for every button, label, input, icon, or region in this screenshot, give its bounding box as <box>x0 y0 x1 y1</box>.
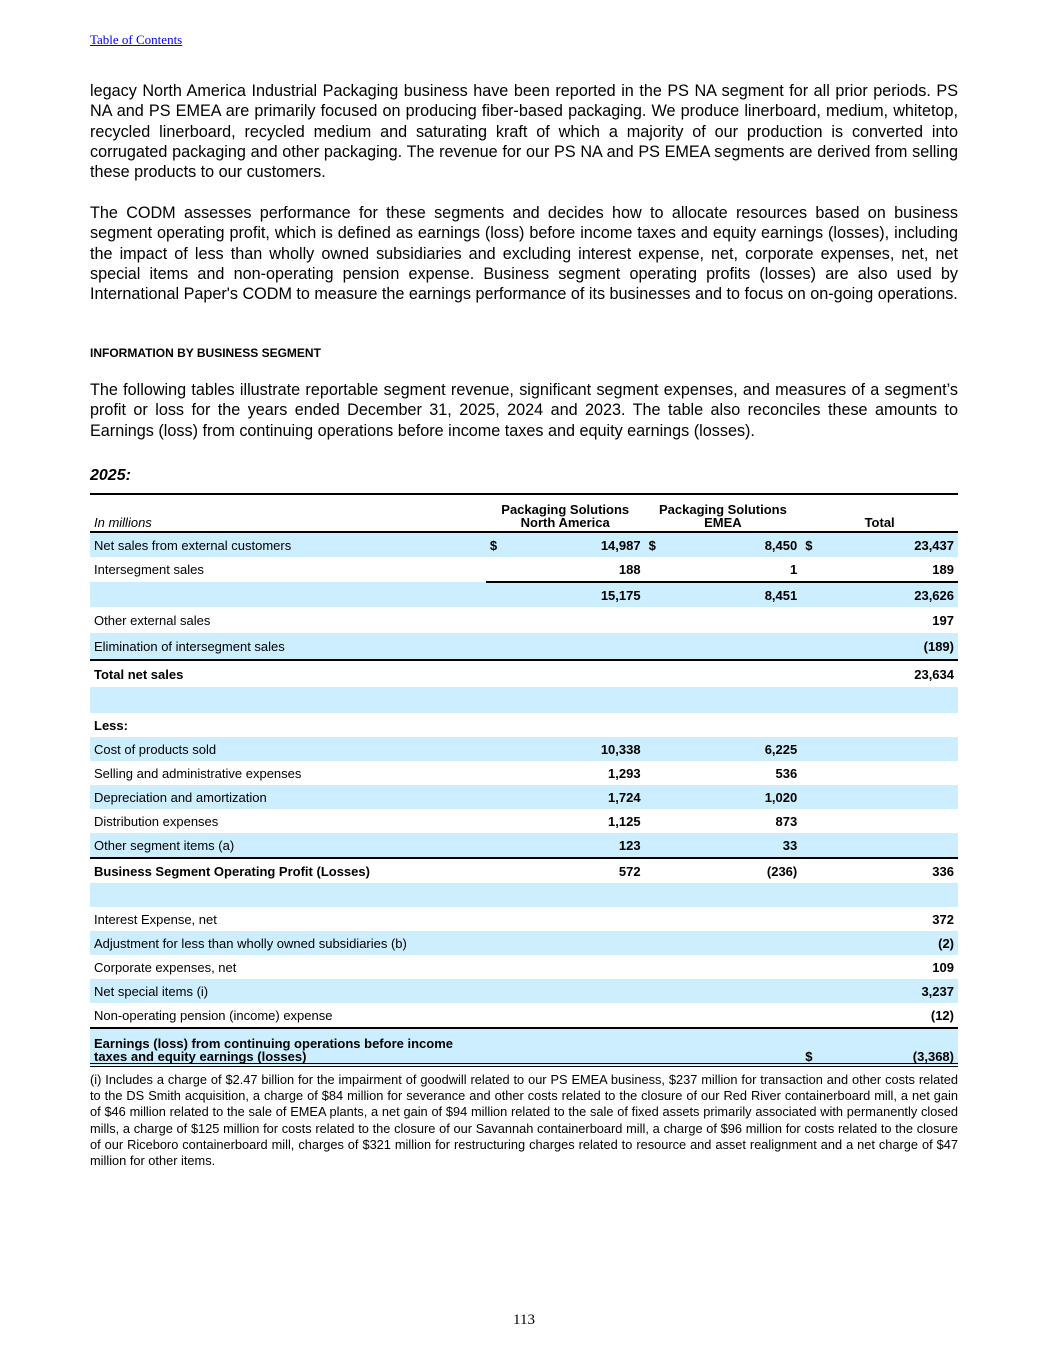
value-total: 197 <box>932 612 954 628</box>
row-label: Other external sales <box>94 612 211 628</box>
row-label <box>90 582 486 607</box>
value-total: (12) <box>930 1007 954 1023</box>
row-label: Net sales from external customers <box>90 532 486 557</box>
table-row-earnings <box>90 1028 958 1065</box>
table-row <box>90 607 958 633</box>
value-emea: 8,451 <box>667 582 801 607</box>
row-label: Elimination of intersegment sales <box>90 633 486 660</box>
row-label: Total net sales <box>90 660 486 687</box>
section-heading: INFORMATION BY BUSINESS SEGMENT <box>90 346 321 360</box>
table-row <box>90 955 958 979</box>
col-header-total: Total <box>864 515 895 530</box>
table-row <box>90 761 958 785</box>
value-total: 336 <box>824 858 958 883</box>
value-total: (3,368) <box>824 1028 958 1065</box>
value-total: 23,437 <box>824 532 958 557</box>
value-na: 10,338 <box>509 737 645 761</box>
intro-paragraph: legacy North America Industrial Packaging business have been reported in the PS NA segment for all prior periods. PS NA and PS EMEA are primarily focused on producing fiber-based packaging. We produce linerboard, medium, whitetop, recycled linerboard, recycled medium and saturating kraft of which a majority of our production is converted into corrugated packaging and other packaging. The revenue for our PS NA and PS EMEA segments are derived from selling these products to our customers. <box>90 82 958 182</box>
tables-intro-paragraph: The following tables illustrate reportable segment revenue, significant segment expenses, and measures of a segment’s profit or loss for the years ended December 31, 2025, 2024 and 2023. The table also reconciles these amounts to Earnings (loss) from continuing operations before income taxes and equity earnings (losses). <box>90 381 958 440</box>
table-row <box>90 1003 958 1028</box>
segment-table <box>90 493 958 1067</box>
value-emea: 1,020 <box>667 785 801 809</box>
table-row <box>90 907 958 931</box>
value-na: 1,724 <box>509 785 645 809</box>
table-row <box>90 633 958 660</box>
value-emea: 1 <box>790 561 798 577</box>
value-na: 572 <box>509 858 645 883</box>
table-header-row <box>90 494 958 532</box>
row-label: Intersegment sales <box>94 562 204 577</box>
row-label: Net special items (i) <box>90 979 486 1003</box>
value-emea: 8,450 <box>667 532 801 557</box>
value-total: (2) <box>824 931 958 955</box>
value-total: 109 <box>932 959 954 975</box>
value-total: 23,634 <box>824 660 958 687</box>
value-emea: 33 <box>667 833 801 858</box>
value-emea: 6,225 <box>667 737 801 761</box>
currency-symbol: $ <box>486 532 509 557</box>
row-label: Interest Expense, net <box>94 911 217 927</box>
row-label: Business Segment Operating Profit (Losses) <box>90 858 486 883</box>
table-row <box>90 931 958 955</box>
value-emea: 873 <box>775 813 798 829</box>
table-row <box>90 833 958 858</box>
value-emea: (236) <box>667 858 801 883</box>
value-na: 188 <box>618 561 641 577</box>
row-label: Adjustment for less than wholly owned subsidiaries (b) <box>90 931 486 955</box>
row-label: Depreciation and amortization <box>90 785 486 809</box>
table-row <box>90 809 958 833</box>
table-row <box>90 737 958 761</box>
value-total: (189) <box>824 633 958 660</box>
value-total: 3,237 <box>824 979 958 1003</box>
table-row-subtotal <box>90 582 958 607</box>
codm-paragraph: The CODM assesses performance for these segments and decides how to allocate resources based on business segment operating profit, which is defined as earnings (loss) before income taxes and equity earnings (losses), including the impact of less than wholly owned subsidiaries and excluding interest expense, net, corporate expenses, net, net special items and non-operating pension expense. Business segment operating profits (losses) are also used by International Paper's CODM to measure the earnings performance of its businesses and to focus on on-going operations. <box>90 204 958 304</box>
value-na: 123 <box>509 833 645 858</box>
row-label-line1: Earnings (loss) from continuing operations before income <box>94 1036 453 1051</box>
table-row <box>90 532 958 557</box>
row-label <box>90 1028 486 1065</box>
row-label: Cost of products sold <box>90 737 486 761</box>
row-label: Selling and administrative expenses <box>94 765 302 781</box>
currency-symbol: $ <box>645 532 668 557</box>
table-of-contents-link[interactable]: Table of Contents <box>90 32 183 47</box>
table-row-spacer <box>90 687 958 713</box>
row-label: Corporate expenses, net <box>94 959 237 975</box>
table-row <box>90 979 958 1003</box>
footnote-i: (i) Includes a charge of $2.47 billion for the impairment of goodwill related to our PS EMEA business, $237 million for transaction and other costs related to the DS Smith acquisition, a charge of $84 million for severance and other costs related to the closure of our Red River containerboard mill, a net gain of $46 million related to the sale of EMEA plants, a net gain of $94 million related to the sale of fixed assets primarily associated with permanently closed mills, a charge of $125 million for costs related to the closure of our Savannah containerboard mill, a charge of $96 million for costs related to the closure of our Riceboro containerboard mill, charges of $321 million for restructuring charges related to resource and asset realignment and a net charge of $47 million for other items. <box>90 1072 958 1169</box>
value-na: 15,175 <box>509 582 645 607</box>
value-total: 189 <box>932 561 954 577</box>
value-na: 1,125 <box>608 813 641 829</box>
currency-symbol: $ <box>801 532 824 557</box>
table-row-total-net-sales <box>90 660 958 687</box>
value-emea: 536 <box>775 765 798 781</box>
value-na: 14,987 <box>509 532 645 557</box>
value-total: 372 <box>932 911 954 927</box>
page-number: 113 <box>513 1312 535 1328</box>
year-heading: 2025: <box>90 467 131 484</box>
value-total: 23,626 <box>824 582 958 607</box>
table-row <box>90 785 958 809</box>
row-label: Other segment items (a) <box>90 833 486 858</box>
table-row-less <box>90 713 958 737</box>
row-label-line2: taxes and equity earnings (losses) <box>94 1049 307 1064</box>
value-na: 1,293 <box>608 765 641 781</box>
table-row-spacer <box>90 883 958 907</box>
col-header-ps-na: Packaging Solutions North America <box>501 502 630 530</box>
units-label: In millions <box>94 515 152 530</box>
row-label: Less: <box>94 717 128 733</box>
row-label: Non-operating pension (income) expense <box>94 1007 333 1023</box>
currency-symbol: $ <box>801 1028 824 1065</box>
table-row <box>90 557 958 582</box>
table-row-operating-profit <box>90 858 958 883</box>
row-label: Distribution expenses <box>94 813 219 829</box>
col-header-ps-emea: Packaging Solutions EMEA <box>658 502 787 530</box>
